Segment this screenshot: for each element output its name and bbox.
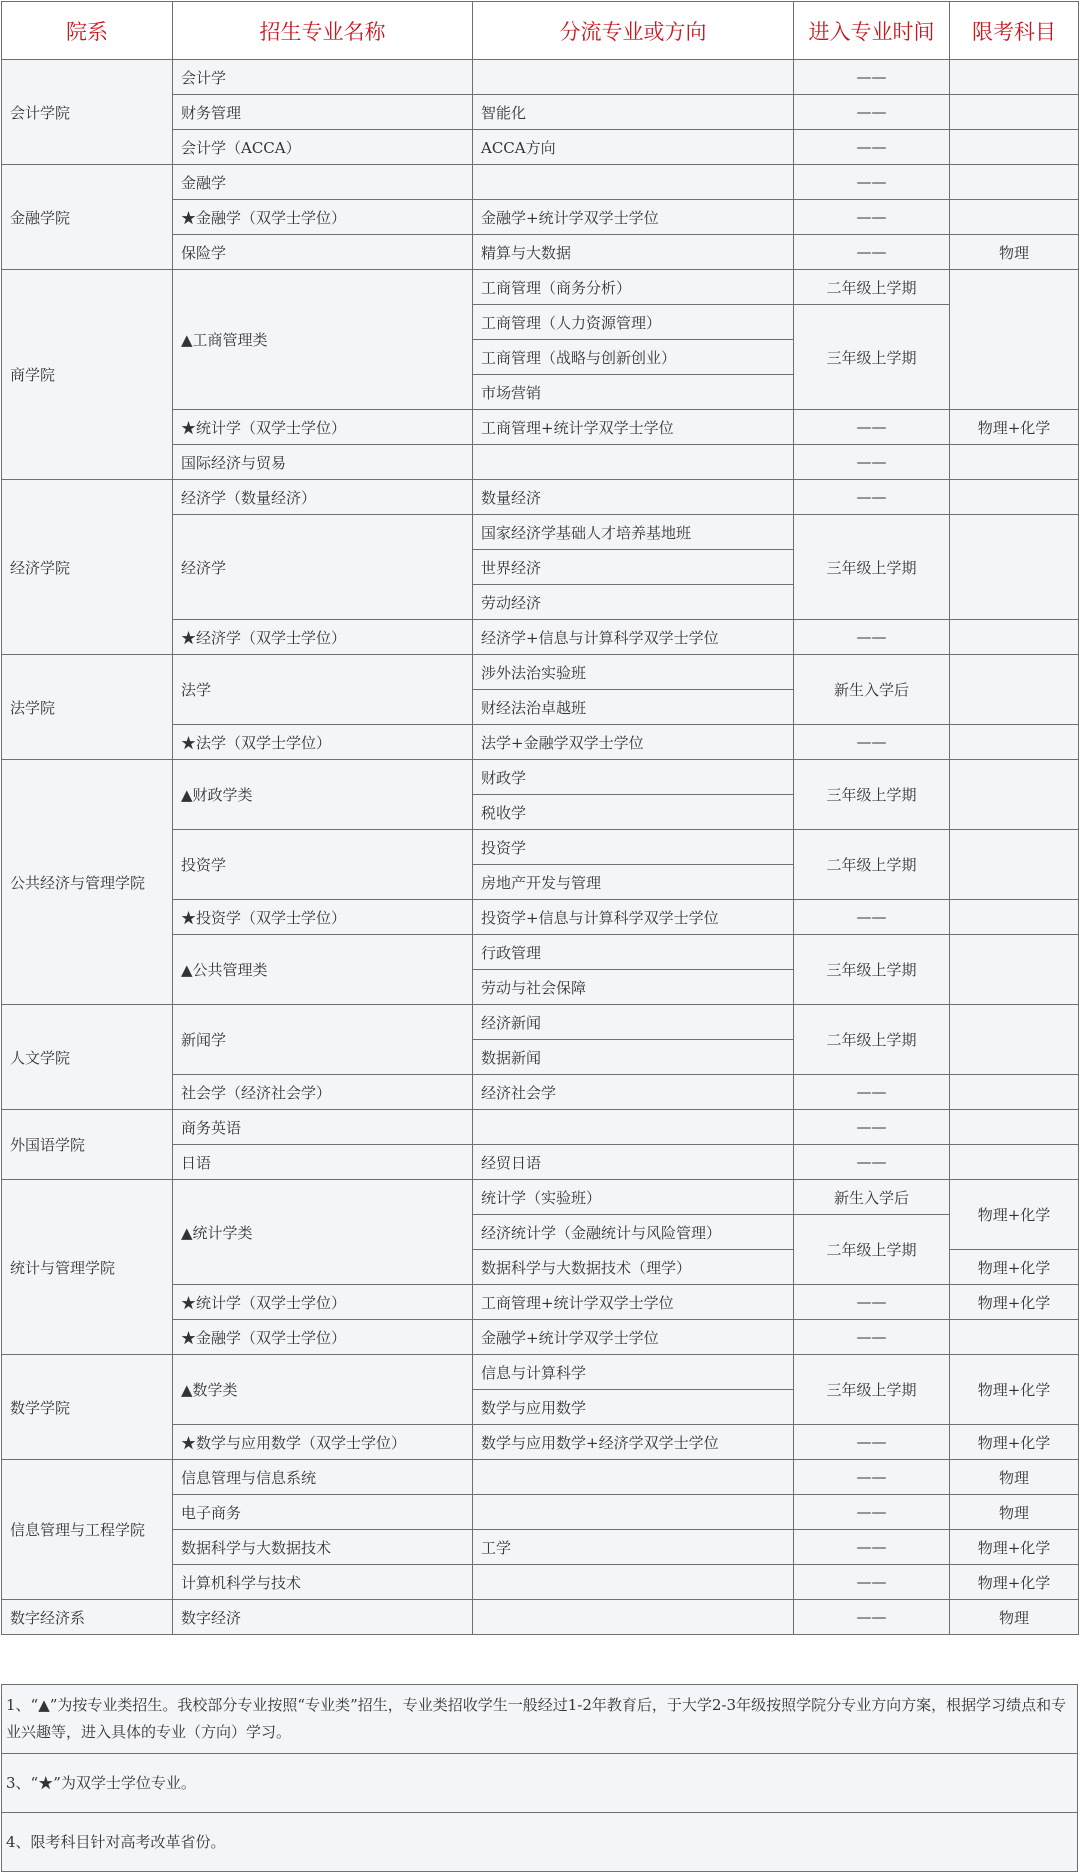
note-row bbox=[2, 1813, 1078, 1872]
direction-cell: 税收学 bbox=[473, 795, 794, 830]
direction-cell: 工商管理+统计学双学士学位 bbox=[473, 410, 794, 445]
major-cell: ★统计学（双学士学位） bbox=[173, 1285, 473, 1320]
direction-cell: ACCA方向 bbox=[473, 130, 794, 165]
major-cell: ★数学与应用数学（双学士学位） bbox=[173, 1425, 473, 1460]
department-cell: 金融学院 bbox=[2, 165, 173, 270]
direction-cell: 国家经济学基础人才培养基地班 bbox=[473, 515, 794, 550]
note-2: 3、“★”为双学士学位专业。 bbox=[2, 1754, 1078, 1813]
direction-cell: 劳动与社会保障 bbox=[473, 970, 794, 1005]
subject-cell bbox=[950, 270, 1079, 410]
header-direction: 分流专业或方向 bbox=[473, 2, 794, 60]
department-cell: 信息管理与工程学院 bbox=[2, 1460, 173, 1600]
subject-cell: 物理+化学 bbox=[950, 1355, 1079, 1425]
department-cell: 数学学院 bbox=[2, 1355, 173, 1460]
major-cell: 会计学（ACCA） bbox=[173, 130, 473, 165]
entry-time-cell: —— bbox=[794, 480, 950, 515]
subject-cell bbox=[950, 200, 1079, 235]
table-row bbox=[2, 1005, 1079, 1040]
major-cell: 数据科学与大数据技术 bbox=[173, 1530, 473, 1565]
table-body bbox=[2, 60, 1079, 1635]
major-cell: ★金融学（双学士学位） bbox=[173, 200, 473, 235]
major-cell: 数字经济 bbox=[173, 1600, 473, 1635]
direction-cell: 行政管理 bbox=[473, 935, 794, 970]
entry-time-cell: 二年级上学期 bbox=[794, 830, 950, 900]
subject-cell: 物理+化学 bbox=[950, 410, 1079, 445]
major-cell: ▲财政学类 bbox=[173, 760, 473, 830]
entry-time-cell: —— bbox=[794, 1425, 950, 1460]
subject-cell bbox=[950, 725, 1079, 760]
table-row bbox=[2, 270, 1079, 305]
subject-cell: 物理 bbox=[950, 235, 1079, 270]
entry-time-cell: —— bbox=[794, 95, 950, 130]
header-entry-time: 进入专业时间 bbox=[794, 2, 950, 60]
entry-time-cell: —— bbox=[794, 900, 950, 935]
entry-time-cell: —— bbox=[794, 1565, 950, 1600]
notes-table bbox=[1, 1684, 1078, 1872]
table-row bbox=[2, 1460, 1079, 1495]
entry-time-cell: 三年级上学期 bbox=[794, 935, 950, 1005]
entry-time-cell: —— bbox=[794, 1145, 950, 1180]
note-3: 4、限考科目针对高考改革省份。 bbox=[2, 1813, 1078, 1872]
major-cell: 计算机科学与技术 bbox=[173, 1565, 473, 1600]
table-row bbox=[2, 1355, 1079, 1390]
entry-time-cell: —— bbox=[794, 1600, 950, 1635]
table-row bbox=[2, 60, 1079, 95]
direction-cell: 数据科学与大数据技术（理学） bbox=[473, 1250, 794, 1285]
direction-cell: 投资学+信息与计算科学双学士学位 bbox=[473, 900, 794, 935]
subject-cell bbox=[950, 1320, 1079, 1355]
direction-cell: 工商管理（人力资源管理） bbox=[473, 305, 794, 340]
department-cell: 经济学院 bbox=[2, 480, 173, 655]
entry-time-cell: —— bbox=[794, 1530, 950, 1565]
subject-cell bbox=[950, 1005, 1079, 1075]
department-cell: 商学院 bbox=[2, 270, 173, 480]
major-cell: 法学 bbox=[173, 655, 473, 725]
direction-cell: 智能化 bbox=[473, 95, 794, 130]
department-cell: 数字经济系 bbox=[2, 1600, 173, 1635]
subject-cell bbox=[950, 1110, 1079, 1145]
direction-cell bbox=[473, 60, 794, 95]
direction-cell: 经贸日语 bbox=[473, 1145, 794, 1180]
major-cell: 经济学（数量经济） bbox=[173, 480, 473, 515]
major-cell: ★经济学（双学士学位） bbox=[173, 620, 473, 655]
entry-time-cell: —— bbox=[794, 165, 950, 200]
table-row bbox=[2, 760, 1079, 795]
note-row bbox=[2, 1754, 1078, 1813]
subject-cell bbox=[950, 1075, 1079, 1110]
direction-cell bbox=[473, 1460, 794, 1495]
major-cell: ▲统计学类 bbox=[173, 1180, 473, 1285]
direction-cell: 信息与计算科学 bbox=[473, 1355, 794, 1390]
department-cell: 公共经济与管理学院 bbox=[2, 760, 173, 1005]
subject-cell: 物理 bbox=[950, 1460, 1079, 1495]
table-row bbox=[2, 1180, 1079, 1215]
major-table bbox=[1, 1, 1079, 1635]
direction-cell: 经济学+信息与计算科学双学士学位 bbox=[473, 620, 794, 655]
direction-cell: 劳动经济 bbox=[473, 585, 794, 620]
direction-cell: 工商管理+统计学双学士学位 bbox=[473, 1285, 794, 1320]
subject-cell: 物理+化学 bbox=[950, 1285, 1079, 1320]
major-cell: 投资学 bbox=[173, 830, 473, 900]
direction-cell: 工学 bbox=[473, 1530, 794, 1565]
entry-time-cell: —— bbox=[794, 1110, 950, 1145]
major-cell: 电子商务 bbox=[173, 1495, 473, 1530]
subject-cell bbox=[950, 620, 1079, 655]
header-department: 院系 bbox=[2, 2, 173, 60]
entry-time-cell: 二年级上学期 bbox=[794, 1005, 950, 1075]
entry-time-cell: —— bbox=[794, 200, 950, 235]
direction-cell: 财经法治卓越班 bbox=[473, 690, 794, 725]
direction-cell: 经济新闻 bbox=[473, 1005, 794, 1040]
entry-time-cell: 新生入学后 bbox=[794, 655, 950, 725]
direction-cell: 金融学+统计学双学士学位 bbox=[473, 200, 794, 235]
direction-cell: 精算与大数据 bbox=[473, 235, 794, 270]
major-cell: ★金融学（双学士学位） bbox=[173, 1320, 473, 1355]
subject-cell: 物理+化学 bbox=[950, 1180, 1079, 1250]
table-row bbox=[2, 480, 1079, 515]
subject-cell: 物理+化学 bbox=[950, 1565, 1079, 1600]
subject-cell bbox=[950, 935, 1079, 1005]
entry-time-cell: —— bbox=[794, 1320, 950, 1355]
direction-cell bbox=[473, 1495, 794, 1530]
direction-cell: 涉外法治实验班 bbox=[473, 655, 794, 690]
table-row bbox=[2, 1110, 1079, 1145]
entry-time-cell: —— bbox=[794, 1495, 950, 1530]
subject-cell bbox=[950, 130, 1079, 165]
header-row bbox=[2, 2, 1079, 60]
direction-cell: 工商管理（战略与创新创业） bbox=[473, 340, 794, 375]
subject-cell bbox=[950, 95, 1079, 130]
table-row bbox=[2, 165, 1079, 200]
direction-cell: 经济统计学（金融统计与风险管理） bbox=[473, 1215, 794, 1250]
entry-time-cell: —— bbox=[794, 620, 950, 655]
table-row bbox=[2, 1600, 1079, 1635]
entry-time-cell: 三年级上学期 bbox=[794, 515, 950, 620]
department-cell: 法学院 bbox=[2, 655, 173, 760]
direction-cell bbox=[473, 445, 794, 480]
subject-cell bbox=[950, 445, 1079, 480]
subject-cell: 物理+化学 bbox=[950, 1530, 1079, 1565]
major-cell: 社会学（经济社会学） bbox=[173, 1075, 473, 1110]
subject-cell bbox=[950, 480, 1079, 515]
entry-time-cell: 三年级上学期 bbox=[794, 305, 950, 410]
subject-cell: 物理+化学 bbox=[950, 1250, 1079, 1285]
major-cell: 日语 bbox=[173, 1145, 473, 1180]
direction-cell: 数学与应用数学+经济学双学士学位 bbox=[473, 1425, 794, 1460]
major-cell: ▲公共管理类 bbox=[173, 935, 473, 1005]
major-cell: 国际经济与贸易 bbox=[173, 445, 473, 480]
subject-cell: 物理+化学 bbox=[950, 1425, 1079, 1460]
subject-cell: 物理 bbox=[950, 1600, 1079, 1635]
direction-cell: 金融学+统计学双学士学位 bbox=[473, 1320, 794, 1355]
major-cell: ▲工商管理类 bbox=[173, 270, 473, 410]
table-row bbox=[2, 655, 1079, 690]
direction-cell bbox=[473, 1565, 794, 1600]
header-major: 招生专业名称 bbox=[173, 2, 473, 60]
entry-time-cell: —— bbox=[794, 1460, 950, 1495]
note-row bbox=[2, 1685, 1078, 1754]
direction-cell: 投资学 bbox=[473, 830, 794, 865]
department-cell: 人文学院 bbox=[2, 1005, 173, 1110]
subject-cell bbox=[950, 60, 1079, 95]
department-cell: 外国语学院 bbox=[2, 1110, 173, 1180]
note-1: 1、“▲”为按专业类招生。我校部分专业按照“专业类”招生，专业类招收学生一般经过1-2年教育后，于大学2-3年级按照学院分专业方向方案，根据学习绩点和专业兴趣等，进入具体的专业（方向）学习。 bbox=[2, 1685, 1078, 1754]
direction-cell: 数据新闻 bbox=[473, 1040, 794, 1075]
subject-cell bbox=[950, 900, 1079, 935]
direction-cell: 财政学 bbox=[473, 760, 794, 795]
subject-cell bbox=[950, 515, 1079, 620]
major-cell: 新闻学 bbox=[173, 1005, 473, 1075]
direction-cell: 市场营销 bbox=[473, 375, 794, 410]
direction-cell: 统计学（实验班） bbox=[473, 1180, 794, 1215]
major-cell: ▲数学类 bbox=[173, 1355, 473, 1425]
entry-time-cell: 二年级上学期 bbox=[794, 270, 950, 305]
major-cell: ★统计学（双学士学位） bbox=[173, 410, 473, 445]
direction-cell: 工商管理（商务分析） bbox=[473, 270, 794, 305]
subject-cell bbox=[950, 655, 1079, 725]
direction-cell: 法学+金融学双学士学位 bbox=[473, 725, 794, 760]
department-cell: 会计学院 bbox=[2, 60, 173, 165]
major-cell: 经济学 bbox=[173, 515, 473, 620]
major-cell: 财务管理 bbox=[173, 95, 473, 130]
entry-time-cell: —— bbox=[794, 1075, 950, 1110]
direction-cell bbox=[473, 165, 794, 200]
direction-cell bbox=[473, 1110, 794, 1145]
header-subject: 限考科目 bbox=[950, 2, 1079, 60]
subject-cell bbox=[950, 830, 1079, 900]
direction-cell: 数学与应用数学 bbox=[473, 1390, 794, 1425]
entry-time-cell: —— bbox=[794, 1285, 950, 1320]
major-cell: ★法学（双学士学位） bbox=[173, 725, 473, 760]
entry-time-cell: 三年级上学期 bbox=[794, 760, 950, 830]
direction-cell bbox=[473, 1600, 794, 1635]
major-cell: 信息管理与信息系统 bbox=[173, 1460, 473, 1495]
major-cell: 保险学 bbox=[173, 235, 473, 270]
direction-cell: 经济社会学 bbox=[473, 1075, 794, 1110]
subject-cell bbox=[950, 1145, 1079, 1180]
major-cell: 商务英语 bbox=[173, 1110, 473, 1145]
entry-time-cell: —— bbox=[794, 410, 950, 445]
direction-cell: 房地产开发与管理 bbox=[473, 865, 794, 900]
entry-time-cell: —— bbox=[794, 725, 950, 760]
entry-time-cell: 二年级上学期 bbox=[794, 1215, 950, 1285]
entry-time-cell: —— bbox=[794, 60, 950, 95]
department-cell: 统计与管理学院 bbox=[2, 1180, 173, 1355]
direction-cell: 数量经济 bbox=[473, 480, 794, 515]
entry-time-cell: —— bbox=[794, 445, 950, 480]
major-cell: 会计学 bbox=[173, 60, 473, 95]
major-cell: 金融学 bbox=[173, 165, 473, 200]
entry-time-cell: 三年级上学期 bbox=[794, 1355, 950, 1425]
subject-cell: 物理 bbox=[950, 1495, 1079, 1530]
entry-time-cell: 新生入学后 bbox=[794, 1180, 950, 1215]
subject-cell bbox=[950, 760, 1079, 830]
entry-time-cell: —— bbox=[794, 130, 950, 165]
subject-cell bbox=[950, 165, 1079, 200]
direction-cell: 世界经济 bbox=[473, 550, 794, 585]
entry-time-cell: —— bbox=[794, 235, 950, 270]
major-cell: ★投资学（双学士学位） bbox=[173, 900, 473, 935]
